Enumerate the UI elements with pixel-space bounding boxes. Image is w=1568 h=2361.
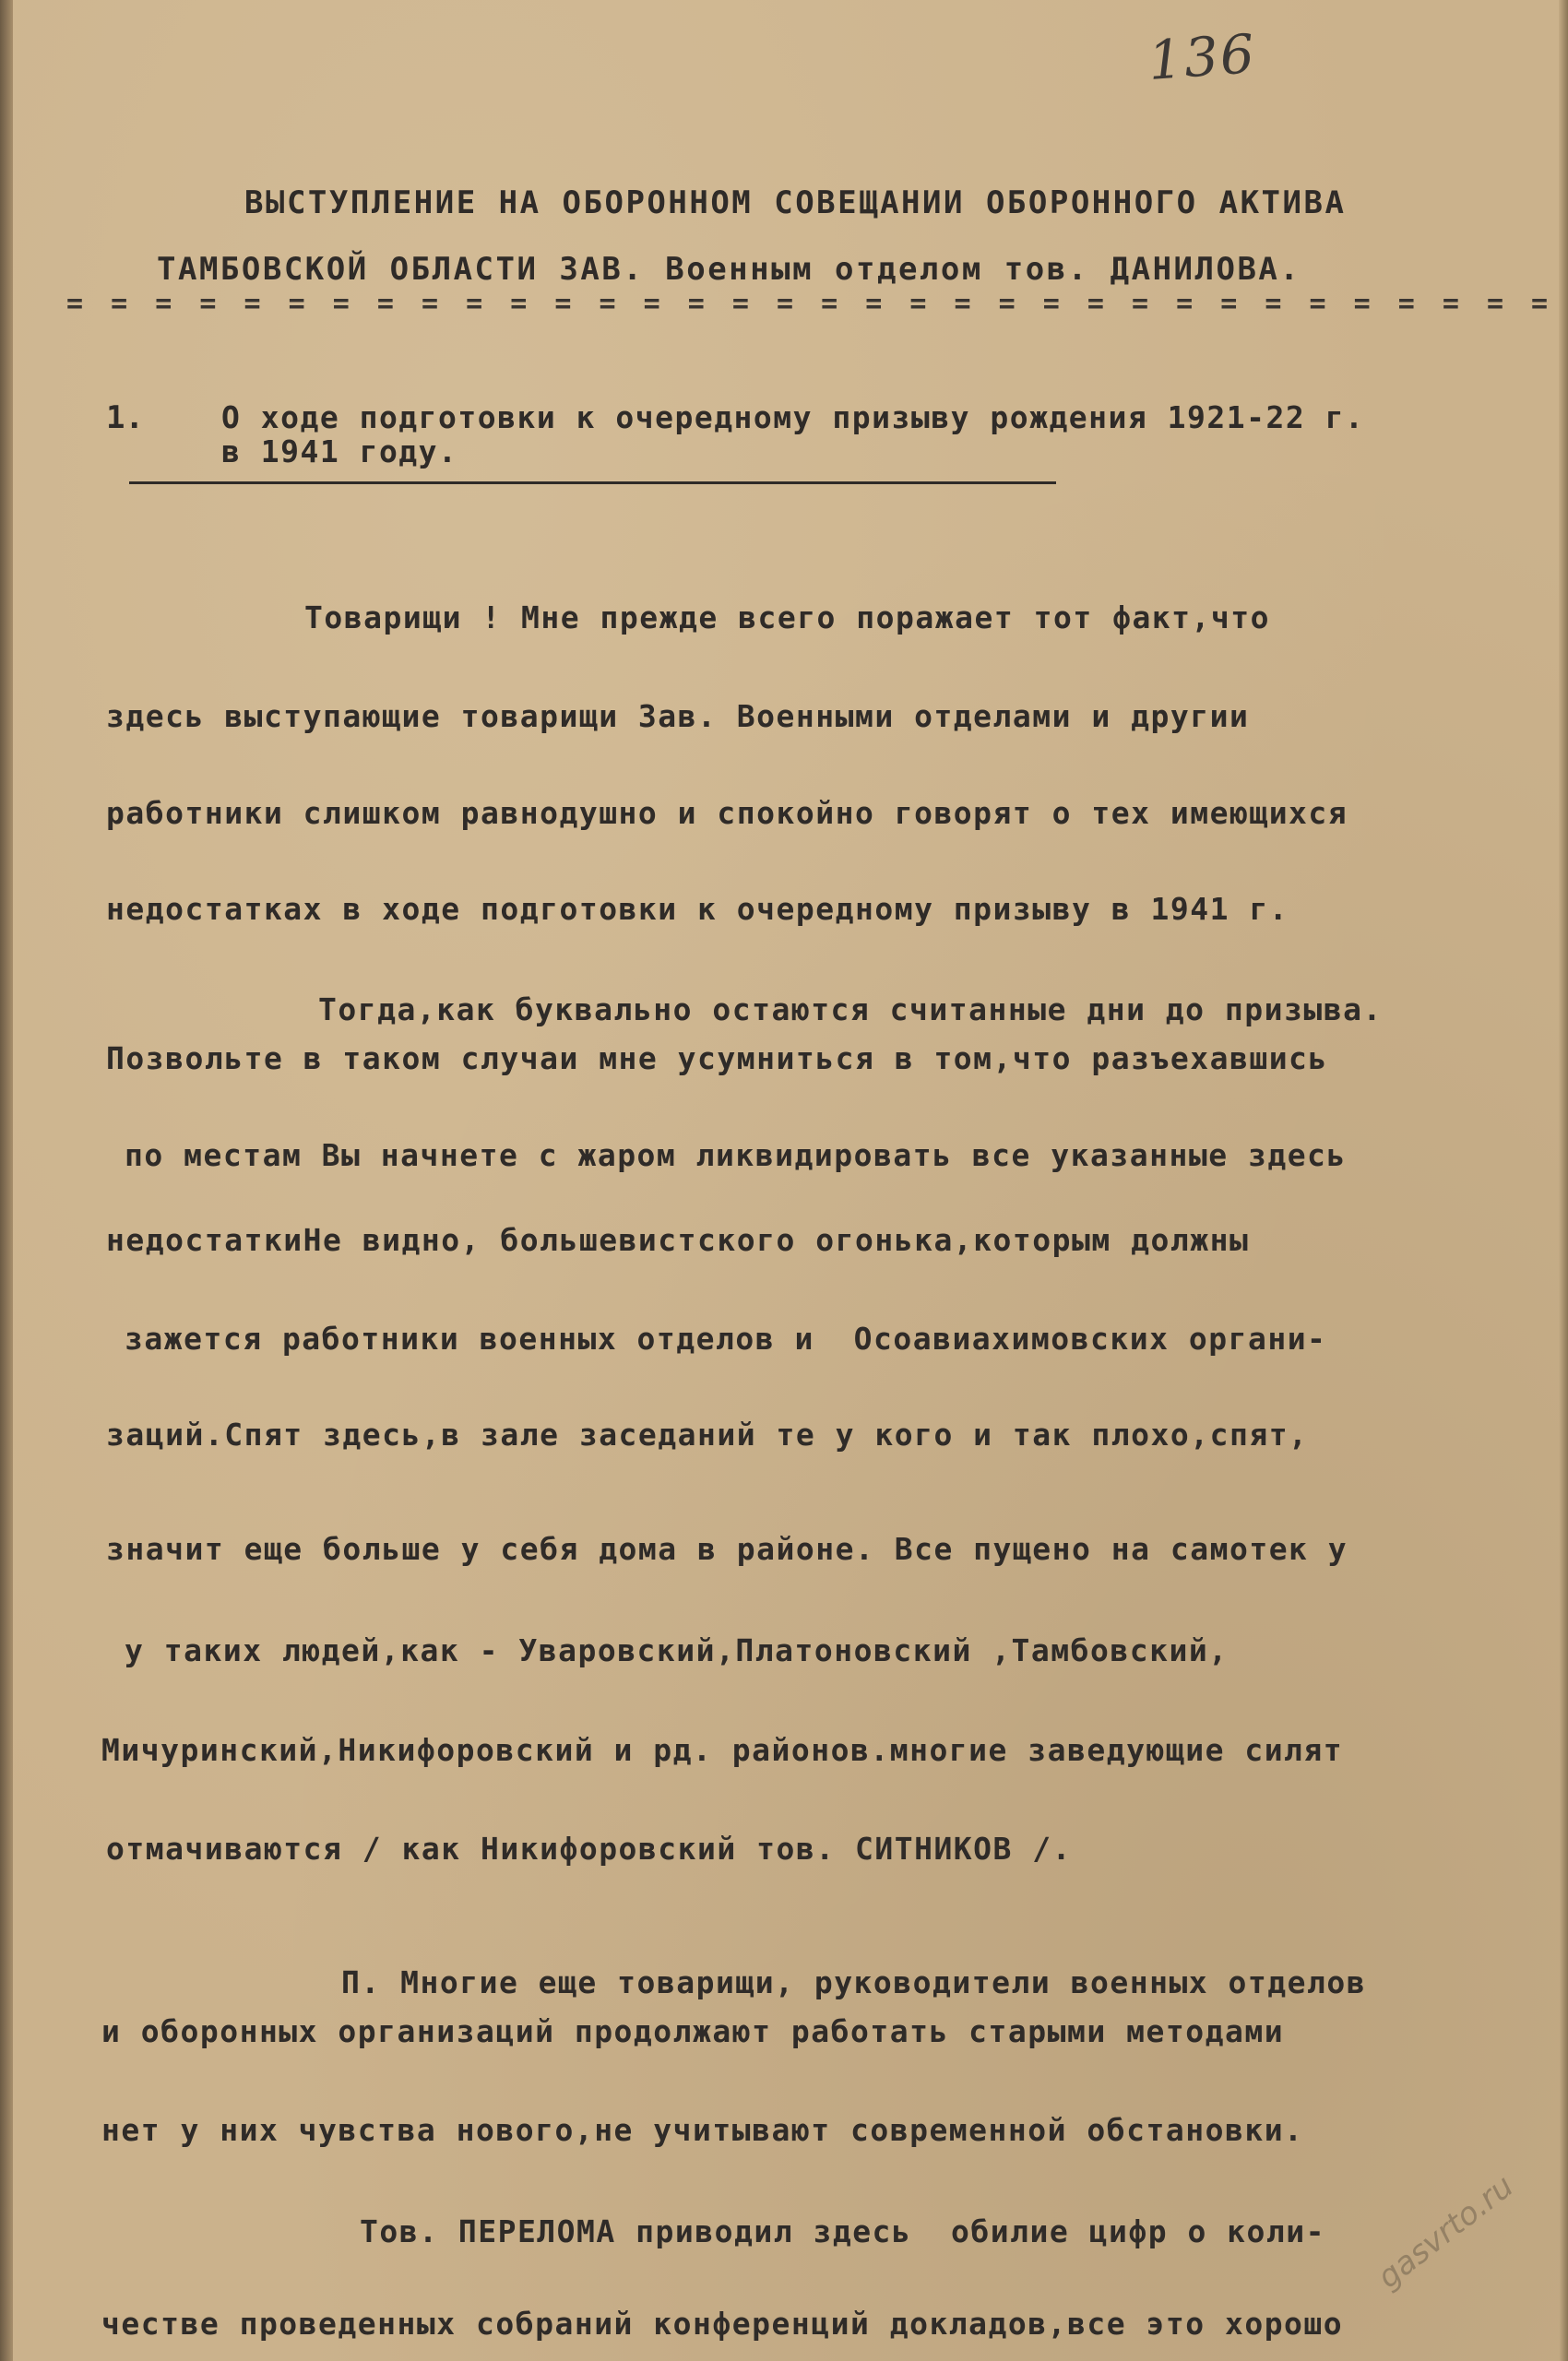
body-line: значит еще больше у себя дома в районе. Все пущено на самотек у: [106, 1531, 1348, 1567]
body-line: П. Многие еще товарищи, руководители военных отделов: [341, 1964, 1367, 2000]
body-line: недостатках в ходе подготовки к очередному призыву в 1941 г.: [106, 891, 1289, 927]
body-line: честве проведенных собраний конференций докладов,все это хорошо: [101, 2306, 1344, 2342]
body-line: и оборонных организаций продолжают работать старыми методами: [101, 2013, 1285, 2049]
title-line-1: ВЫСТУПЛЕНИЕ НА ОБОРОННОМ СОВЕЩАНИИ ОБОРОННОГО АКТИВА: [244, 184, 1347, 221]
body-line: по местам Вы начнете с жаром ликвидировать все указанные здесь: [125, 1137, 1347, 1173]
body-line: Тов. ПЕРЕЛОМА приводил здесь обилие цифр о коли-: [360, 2213, 1326, 2249]
site-watermark: gasvrto.ru: [1371, 2167, 1521, 2296]
body-line: Тогда,как буквально остаются считанные дни до призыва.: [318, 991, 1383, 1027]
section-heading-underline: [129, 481, 1056, 484]
section-heading-line-2: в 1941 году.: [221, 433, 458, 469]
handwritten-page-number: 136: [1146, 22, 1258, 92]
page-left-edge: [0, 0, 13, 2361]
body-line: работники слишком равнодушно и спокойно говорят о тех имеющихся: [106, 795, 1348, 831]
body-line: заций.Спят здесь,в зале заседаний те у кого и так плохо,спят,: [106, 1417, 1309, 1453]
title-line-2: ТАМБОВСКОЙ ОБЛАСТИ ЗАВ. Военным отделом тов. ДАНИЛОВА.: [157, 251, 1301, 288]
body-line: у таких людей,как - Уваровский,Платоновский ,Тамбовский,: [125, 1632, 1229, 1668]
separator-rule: = = = = = = = = = = = = = = = = = = = = = = = = = = = = = = = = = =: [66, 288, 1554, 320]
page-right-edge: [1559, 0, 1568, 2361]
section-heading-line-1: О ходе подготовки к очередному призыву рождения 1921-22 г.: [221, 399, 1365, 435]
body-line: недостаткиНе видно, большевистского огонька,которым должны: [106, 1222, 1250, 1258]
section-number: 1.: [106, 399, 144, 436]
body-line: отмачиваются / как Никифоровский тов. СИТНИКОВ /.: [106, 1831, 1073, 1867]
body-line: Мичуринский,Никифоровский и рд. районов.многие заведующие силят: [101, 1732, 1344, 1768]
body-line: здесь выступающие товарищи Зав. Военными отделами и другии: [106, 698, 1250, 734]
body-line: нет у них чувства нового,не учитывают современной обстановки.: [101, 2112, 1304, 2148]
body-line: Товарищи ! Мне прежде всего поражает тот факт,что: [304, 599, 1271, 635]
body-line: зажется работники военных отделов и Осоавиахимовских органи-: [125, 1321, 1327, 1357]
body-line: Позвольте в таком случаи мне усумниться в том,что разъехавшись: [106, 1040, 1328, 1076]
